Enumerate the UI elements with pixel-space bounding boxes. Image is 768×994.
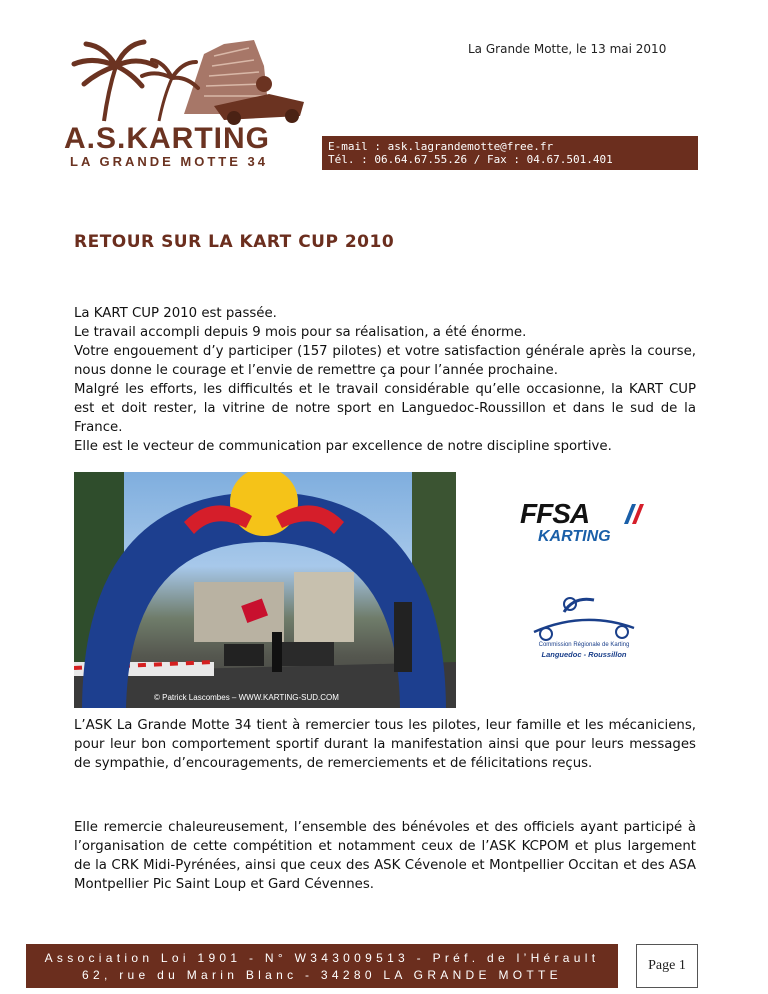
intro-paragraph (74, 304, 696, 456)
intro-line: Malgré les efforts, les difficultés et le travail considérable qu’elle occasionne, la KART CUP est et doit rester, la vitrine de notre sport en Languedoc-Roussillon et dans le sud de la France. (74, 382, 696, 435)
karting-text: KARTING (538, 528, 611, 545)
intro-line: La KART CUP 2010 est passée. (74, 306, 277, 321)
logo-name: A.S.KARTING (64, 122, 270, 155)
photo-credit: © Patrick Lascombes – WWW.KARTING-SUD.COM (154, 693, 339, 702)
volunteers-paragraph: Elle remercie chaleureusement, l’ensemble des bénévoles et des officiels ayant participé à l’organisation de cette compétition et notamment ceux de l’ASK KCPOM et plus largement de la CRK Midi-Pyrénées, ainsi que ceux des ASK Cévenole et Montpellier Occitan et des ASA Montpellier Pic Saint Loup et Gard Cévennes. (74, 820, 696, 892)
contact-box (322, 136, 698, 170)
intro-line: Elle est le vecteur de communication par excellence de notre discipline sportive. (74, 439, 612, 454)
thanks-paragraph: L’ASK La Grande Motte 34 tient à remercier tous les pilotes, leur famille et les mécaniciens, pour leur bon comportement sportif durant la manifestation ainsi que pour leurs messages de sympathie, d’encouragements, de remerciements et de félicitations reçus. (74, 718, 696, 771)
contact-email: E-mail : ask.lagrandemotte@free.fr (328, 140, 554, 153)
article-title: RETOUR SUR LA KART CUP 2010 (74, 232, 395, 252)
footer-box (26, 944, 618, 988)
page-number: Page 1 (636, 944, 698, 988)
logo-subtitle: LA GRANDE MOTTE 34 (70, 154, 268, 169)
palm-kart-illustration (64, 36, 314, 126)
document-date: La Grande Motte, le 13 mai 2010 (468, 42, 667, 56)
crk-kart-icon (524, 592, 644, 642)
crk-logo (524, 592, 644, 672)
crk-text: Commission Régionale de Karting (538, 642, 630, 648)
footer-address: 62, rue du Marin Blanc - 34280 LA GRANDE MOTTE (82, 968, 562, 982)
footer-association: Association Loi 1901 - N° W343009513 - Préf. de l’Hérault (44, 951, 600, 965)
crk-region: Languedoc - Roussillon (541, 650, 627, 659)
contact-phone: Tél. : 06.64.67.55.26 / Fax : 04.67.501.401 (328, 153, 613, 166)
red-bull-arch-illustration (74, 472, 456, 708)
ffsa-text: FFSA (520, 498, 590, 529)
club-logo (64, 36, 314, 168)
intro-line: Le travail accompli depuis 9 mois pour sa réalisation, a été énorme. (74, 325, 527, 340)
intro-line: Votre engouement d’y participer (157 pilotes) et votre satisfaction générale après la course, nous donne le courage et l’envie de remettre ça pour l’année prochaine. (74, 344, 696, 378)
race-photo (74, 472, 456, 708)
ffsa-karting-logo (516, 498, 650, 548)
ffsa-flag-icon (620, 502, 644, 526)
